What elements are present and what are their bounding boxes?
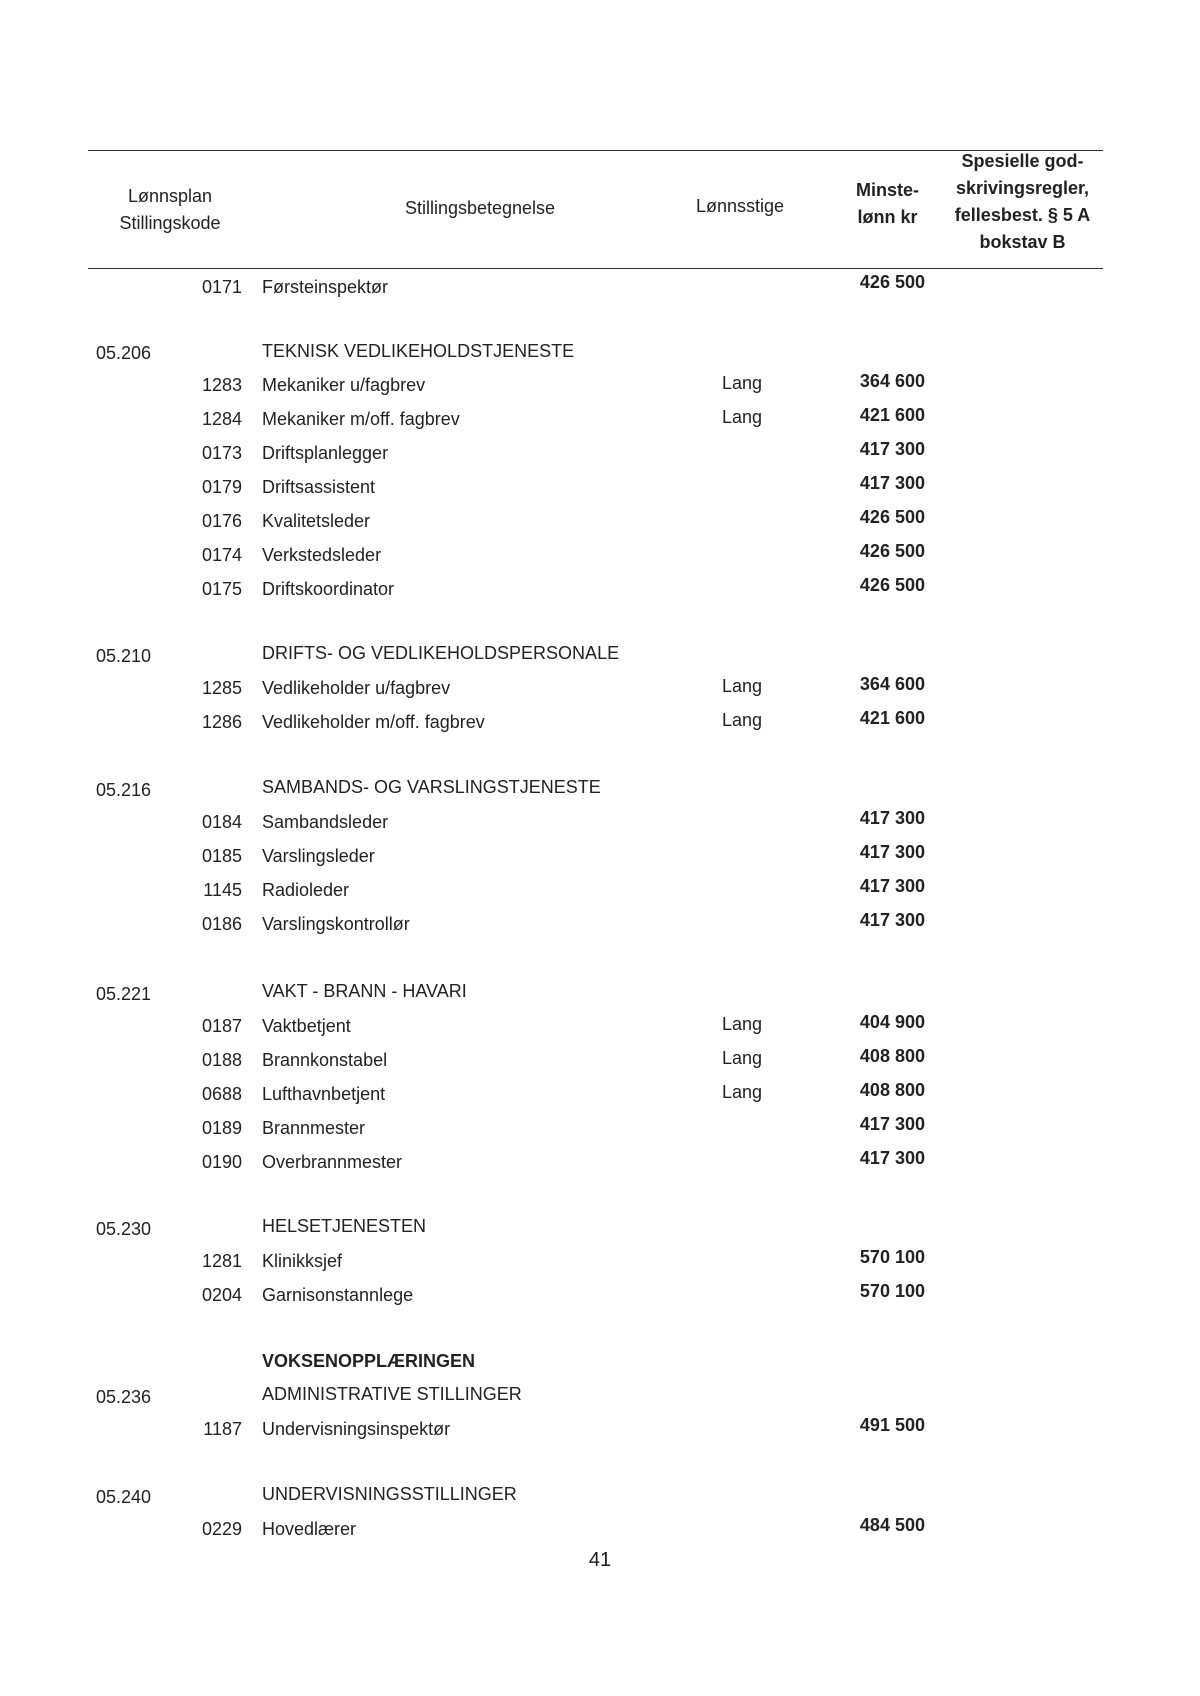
salary-ladder: Lang: [722, 1014, 763, 1034]
col-header-minstelonn: [835, 177, 940, 231]
position-code: 1145: [203, 880, 242, 900]
section-heading: DRIFTS- OG VEDLIKEHOLDSPERSONALE: [262, 643, 620, 663]
position-title: Mekaniker m/off. fagbrev: [262, 409, 460, 429]
position-title: Undervisningsinspektør: [262, 1419, 451, 1439]
minimum-salary: 364 600: [859, 371, 925, 391]
minimum-salary: 408 800: [859, 1046, 925, 1066]
position-title: Garnisonstannlege: [262, 1285, 414, 1305]
col-header-spesielle-line3: fellesbest. § 5 A: [954, 205, 1091, 225]
minimum-salary: 484 500: [859, 1515, 925, 1535]
section-heading: HELSETJENESTEN: [262, 1216, 427, 1236]
position-code: 0187: [201, 1016, 242, 1036]
position-title: Varslingsleder: [262, 846, 375, 866]
salary-ladder: Lang: [722, 710, 763, 730]
position-code: 0179: [201, 477, 242, 497]
minimum-salary: 426 500: [859, 575, 925, 595]
position-code: 1286: [201, 712, 242, 732]
position-title: Brannmester: [262, 1118, 366, 1138]
position-code: 0184: [201, 812, 242, 832]
position-title: Varslingskontrollør: [262, 914, 410, 934]
position-code: 0186: [201, 914, 242, 934]
minimum-salary: 417 300: [859, 473, 925, 493]
position-code: 1284: [201, 409, 242, 429]
minimum-salary: 364 600: [859, 674, 925, 694]
col-header-spesielle-line4: bokstav B: [979, 232, 1066, 252]
position-code: 0204: [201, 1285, 242, 1305]
header-bottom-rule: [88, 268, 1103, 269]
minimum-salary: 404 900: [859, 1012, 925, 1032]
section-code: 05.221: [96, 984, 152, 1004]
position-title: Brannkonstabel: [262, 1050, 388, 1070]
position-code: 0189: [201, 1118, 242, 1138]
col-header-lonnsplan-line1: Lønnsplan: [127, 186, 213, 206]
position-title: Vedlikeholder m/off. fagbrev: [262, 712, 485, 732]
position-code: 0175: [201, 579, 242, 599]
minimum-salary: 426 500: [859, 272, 925, 292]
minimum-salary: 421 600: [859, 708, 925, 728]
group-heading: VOKSENOPPLÆRINGEN: [262, 1351, 476, 1371]
position-code: 1285: [201, 678, 242, 698]
position-title: Klinikksjef: [262, 1251, 343, 1271]
position-code: 1283: [201, 375, 242, 395]
col-header-minstelonn-line2: lønn kr: [857, 207, 918, 227]
position-code: 0188: [201, 1050, 242, 1070]
position-code: 0229: [201, 1519, 242, 1539]
position-title: Førsteinspektør: [262, 277, 389, 297]
position-title: Driftsassistent: [262, 477, 376, 497]
position-title: Hovedlærer: [262, 1519, 357, 1539]
minimum-salary: 421 600: [859, 405, 925, 425]
position-title: Mekaniker u/fagbrev: [262, 375, 426, 395]
position-code: 0176: [201, 511, 242, 531]
page-number: 41: [588, 1549, 612, 1571]
minimum-salary: 570 100: [859, 1281, 925, 1301]
section-heading: ADMINISTRATIVE STILLINGER: [262, 1384, 522, 1404]
section-heading: SAMBANDS- OG VARSLINGSTJENESTE: [262, 777, 601, 797]
position-code: 1187: [203, 1419, 242, 1439]
minimum-salary: 417 300: [859, 910, 925, 930]
position-title: Driftsplanlegger: [262, 443, 389, 463]
col-header-lonnsstige: Lønnsstige: [695, 196, 785, 216]
minimum-salary: 417 300: [859, 842, 925, 862]
position-title: Sambandsleder: [262, 812, 389, 832]
salary-ladder: Lang: [722, 1082, 763, 1102]
col-header-lonnsplan-line2: Stillingskode: [119, 213, 221, 233]
minimum-salary: 426 500: [859, 507, 925, 527]
minimum-salary: 570 100: [859, 1247, 925, 1267]
position-title: Kvalitetsleder: [262, 511, 371, 531]
minimum-salary: 417 300: [859, 439, 925, 459]
position-title: Radioleder: [262, 880, 350, 900]
salary-ladder: Lang: [722, 373, 763, 393]
section-heading: VAKT - BRANN - HAVARI: [262, 981, 467, 1001]
col-header-spesielle-line2: skrivingsregler,: [955, 178, 1090, 198]
section-code: 05.206: [96, 343, 152, 363]
salary-ladder: Lang: [722, 1048, 763, 1068]
position-title: Overbrannmester: [262, 1152, 403, 1172]
section-code: 05.230: [96, 1219, 152, 1239]
position-code: 0173: [201, 443, 242, 463]
minimum-salary: 417 300: [859, 808, 925, 828]
col-header-spesielle: [940, 148, 1105, 256]
section-heading: TEKNISK VEDLIKEHOLDSTJENESTE: [262, 341, 575, 361]
minimum-salary: 491 500: [859, 1415, 925, 1435]
col-header-spesielle-line1: Spesielle god-: [961, 151, 1084, 171]
position-code: 0171: [201, 277, 242, 297]
section-code: 05.216: [96, 780, 152, 800]
minimum-salary: 426 500: [859, 541, 925, 561]
position-title: Vaktbetjent: [262, 1016, 351, 1036]
salary-ladder: Lang: [722, 407, 763, 427]
position-code: 0688: [201, 1084, 242, 1104]
minimum-salary: 417 300: [859, 1114, 925, 1134]
minimum-salary: 408 800: [859, 1080, 925, 1100]
col-header-lonnsplan: [95, 183, 245, 237]
position-code: 0174: [201, 545, 242, 565]
salary-ladder: Lang: [722, 676, 763, 696]
position-title: Verkstedsleder: [262, 545, 382, 565]
section-code: 05.236: [96, 1387, 152, 1407]
section-code: 05.210: [96, 646, 152, 666]
section-code: 05.240: [96, 1487, 152, 1507]
section-heading: UNDERVISNINGSSTILLINGER: [262, 1484, 517, 1504]
position-code: 0185: [201, 846, 242, 866]
position-title: Vedlikeholder u/fagbrev: [262, 678, 451, 698]
position-title: Lufthavnbetjent: [262, 1084, 386, 1104]
minimum-salary: 417 300: [859, 1148, 925, 1168]
col-header-minstelonn-line1: Minste-: [856, 180, 919, 200]
col-header-stillingsbetegnelse: Stillingsbetegnelse: [404, 198, 556, 218]
position-code: 1281: [201, 1251, 242, 1271]
position-code: 0190: [201, 1152, 242, 1172]
minimum-salary: 417 300: [859, 876, 925, 896]
position-title: Driftskoordinator: [262, 579, 395, 599]
